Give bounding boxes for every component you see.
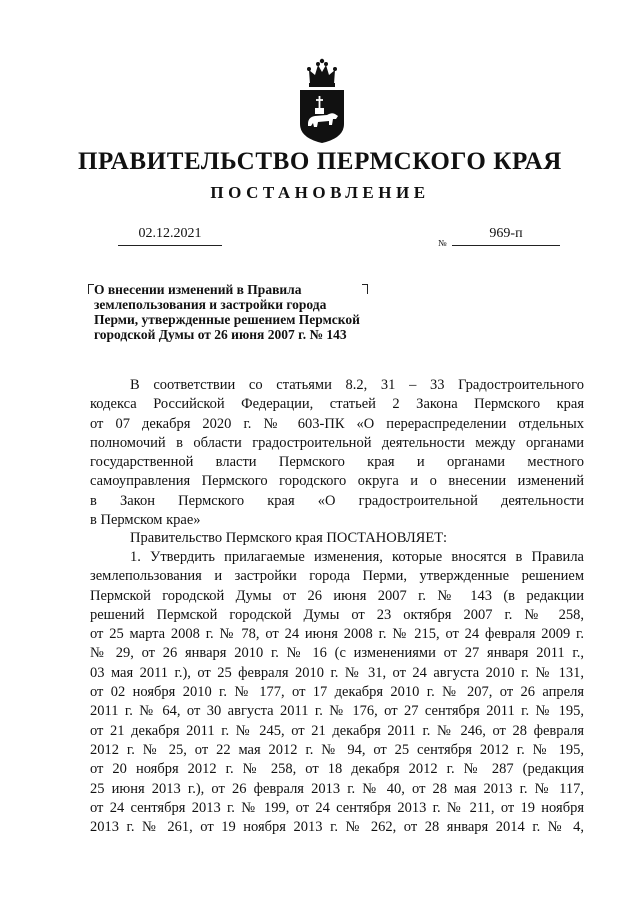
document-number: 969-п <box>452 226 560 246</box>
text-line: от 24 сентября 2013 г. № 199, от 24 сентября 2013 г. № 211, от 19 ноября <box>90 799 584 816</box>
document-subject <box>94 282 394 342</box>
text-line: 03 мая 2011 г.), от 25 февраля 2010 г. № 31, от 24 августа 2010 г. № 131, <box>90 664 584 681</box>
clause-1-paragraph <box>90 548 584 837</box>
text-line: В соответствии со статьями 8.2, 31 – 33 Градостроительного <box>130 377 584 393</box>
subject-line: Перми, утвержденные решением Пермской <box>94 312 360 327</box>
text-line: от 25 марта 2008 г. № 78, от 24 июня 2008 г. № 215, от 24 февраля 2009 г. <box>90 626 584 643</box>
text-line: землепользования и застройки города Перми, утвержденные решением <box>90 568 584 585</box>
text-line: в Пермском крае» <box>90 512 201 529</box>
text-line: от 21 декабря 2011 г. № 245, от 21 декабря 2011 г. № 246, от 28 февраля <box>90 722 584 739</box>
text-line: Пермской городской Думы от 26 июня 2007 г. № 143 (в редакции <box>90 587 584 604</box>
subject-line: землепользования и застройки города <box>94 297 327 312</box>
resolution-statement <box>90 529 584 548</box>
text-line: в Закон Пермского края «О градостроительной деятельности <box>90 492 584 509</box>
subject-line: О внесении изменений в Правила <box>94 282 302 297</box>
perm-krai-coat-of-arms-icon <box>296 58 348 144</box>
preamble-paragraph <box>90 376 584 530</box>
text-line: 2012 г. № 25, от 22 мая 2012 г. № 94, от 25 сентября 2012 г. № 195, <box>90 741 584 758</box>
text-line: от 02 ноября 2010 г. № 177, от 17 декабря 2010 г. № 207, от 26 апреля <box>90 684 584 701</box>
text-line: решений Пермской городской Думы от 23 октября 2007 г. № 258, <box>90 606 584 623</box>
text-line: Правительство Пермского края ПОСТАНОВЛЯЕТ: <box>130 530 448 546</box>
text-line: полномочий в области градостроительной деятельности между органами <box>90 434 584 451</box>
text-line: государственной власти Пермского края и органами местного <box>90 454 584 471</box>
document-type: ПОСТАНОВЛЕНИЕ <box>210 183 430 202</box>
text-line: 2011 г. № 64, от 30 августа 2011 г. № 176, от 27 сентября 2011 г. № 195, <box>90 703 584 720</box>
text-line: 2013 г. № 261, от 19 ноября 2013 г. № 262, от 28 января 2014 г. № 4, <box>90 819 584 836</box>
text-line: от 07 декабря 2020 г. № 603-ПК «О перераспределении отдельных <box>90 415 584 432</box>
text-line: 1. Утвердить прилагаемые изменения, которые вносятся в Правила <box>130 549 584 565</box>
subject-line: городской Думы от 26 июня 2007 г. № 143 <box>94 327 347 342</box>
government-title: ПРАВИТЕЛЬСТВО ПЕРМСКОГО КРАЯ <box>78 148 562 175</box>
number-sign: № <box>438 238 447 248</box>
document-date: 02.12.2021 <box>118 226 222 246</box>
text-line: 25 июня 2013 г.), от 26 февраля 2013 г. № 40, от 28 мая 2013 г. № 117, <box>90 780 584 797</box>
text-line: самоуправления Пермского городского округа и о внесении изменений <box>90 473 584 490</box>
text-line: кодекса Российской Федерации, статьей 2 Закона Пермского края <box>90 396 584 413</box>
text-line: № 29, от 26 января 2010 г. № 16 (с изменениями от 27 января 2011 г., <box>90 645 584 662</box>
text-line: от 20 ноября 2012 г. № 258, от 18 декабря 2012 г. № 287 (редакция <box>90 761 584 778</box>
